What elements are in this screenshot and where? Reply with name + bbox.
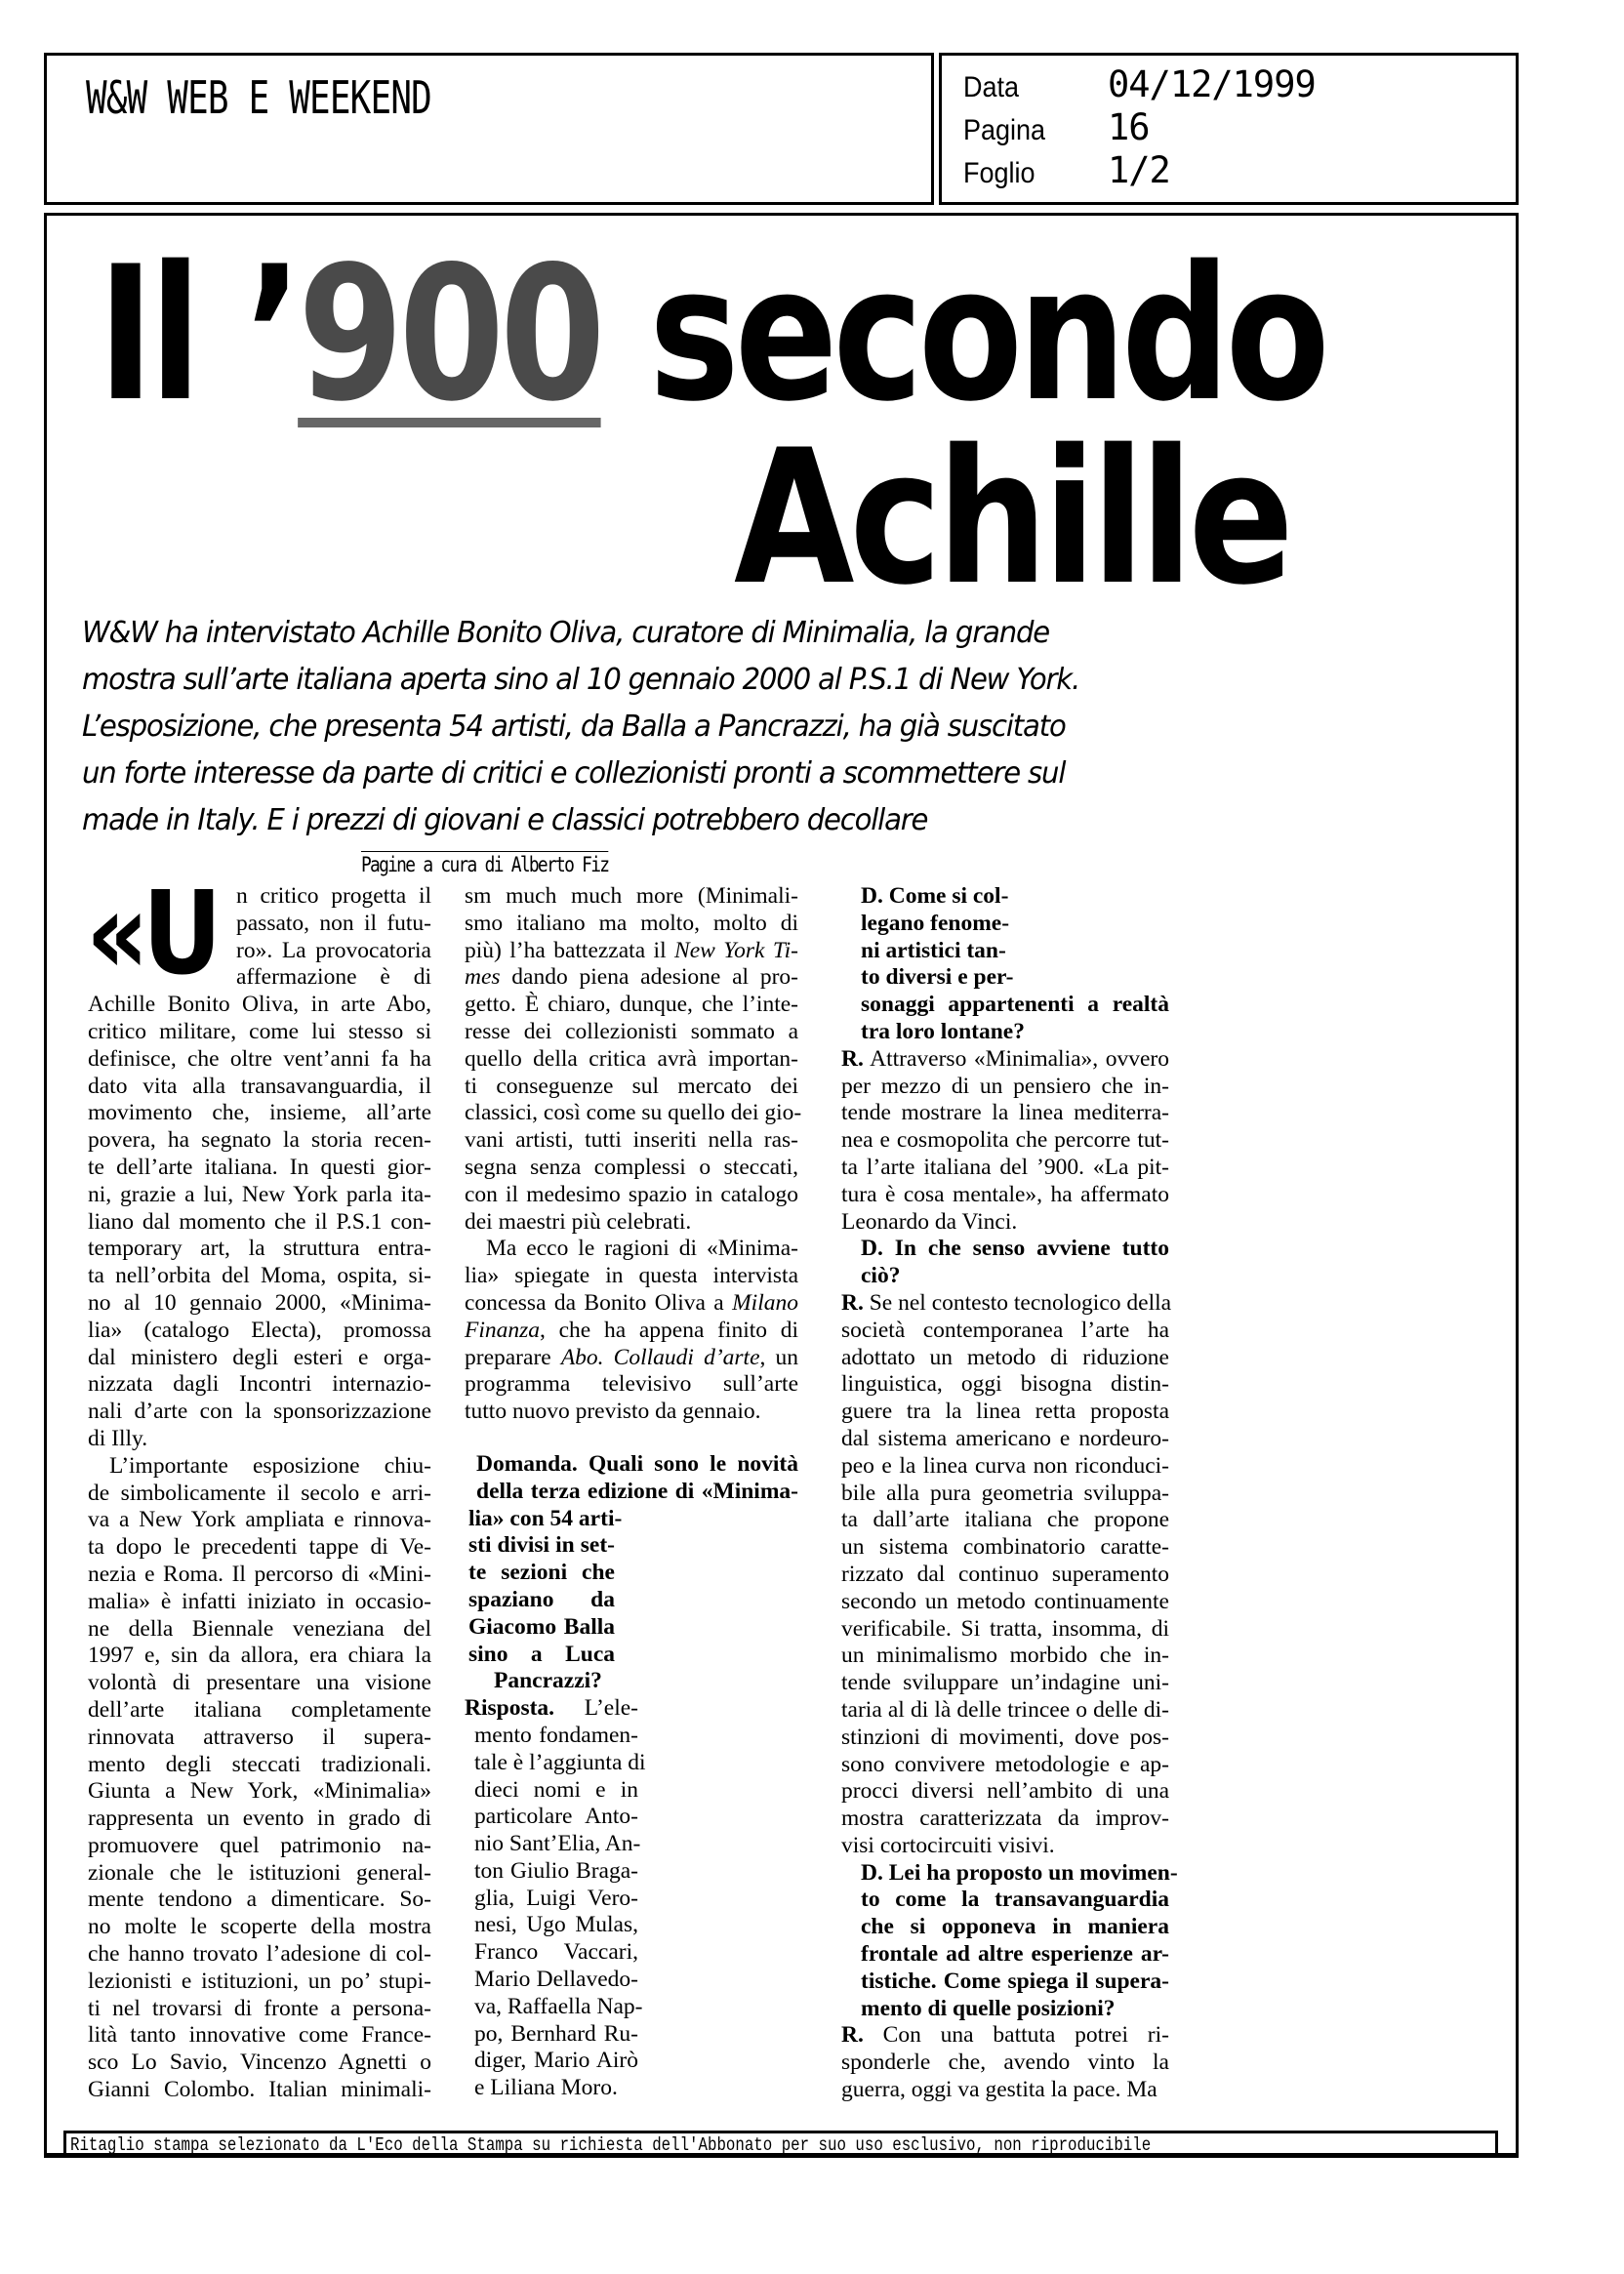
text-line: classici, così come su quello dei gio- [465,1100,802,1126]
text-line: più) l’ha battezzata il New York Ti- [465,937,798,963]
text-line: to diversi e per- [861,964,1014,991]
text-line: sti divisi in set- [468,1532,615,1559]
text-line: lia» (catalogo Electa), promossa [88,1317,431,1343]
text-line: rinnovata attraverso il supera- [88,1724,431,1750]
text-line: rizzato dal continuo superamento [841,1561,1169,1587]
text-line: volontà di presentare una visione [88,1670,431,1696]
text-line: nio Sant’Elia, An- [474,1831,641,1857]
text-line: promuovere quel patrimonio na- [88,1832,431,1858]
publication-box [44,53,934,205]
text-line: nizzata dagli Incontri internazio- [88,1371,431,1398]
text-line: di Illy. [88,1425,148,1451]
meta-row-date [963,63,1316,106]
text-line: lezionisti e istituzioni, un po’ stupi- [88,1968,431,1994]
text-line: R. Se nel contesto tecnologico della [841,1289,1172,1316]
text-line: nea e cosmopolita che percorre tut- [841,1127,1169,1154]
text-line: guerra, oggi va gestita la pace. Ma [841,2077,1157,2103]
text-line: Pancrazzi? [494,1668,602,1694]
text-line: procci diversi nell’ambito di una [841,1778,1169,1805]
text-line: dieci nomi e in [474,1776,638,1803]
article-column-1 [86,866,431,2104]
text-line: che hanno trovato l’adesione di col- [88,1941,431,1968]
text-line: programma televisivo sull’arte [465,1371,798,1398]
text-line: particolare Anto- [474,1804,638,1830]
text-line: ciò? [861,1263,901,1289]
text-line: società contemporanea l’arte ha [841,1317,1169,1343]
text-line: ne della Biennale veneziana del [88,1615,431,1642]
text-line: movimento che, insieme, all’arte [88,1100,431,1126]
text-line: getto. È chiaro, dunque, che l’inte- [465,992,798,1018]
headline-highlight: 900 [298,226,601,442]
text-line: e Liliana Moro. [474,2075,618,2101]
text-line: ni artistici tan- [861,937,1006,963]
text-line: tende mostrare la linea mediterra- [841,1100,1169,1126]
text-line: te sezioni che [468,1560,615,1586]
text-line: te dell’arte italiana. In questi gior- [88,1154,431,1180]
text-line: mento degli steccati tradizionali. [88,1751,431,1777]
clipping-notice: Ritaglio stampa selezionato da L'Eco della Stampa su richiesta dell'Abbonato per suo uso esclusivo, non riproducibile [70,2134,1152,2156]
meta-row-sheet [963,149,1170,192]
text-line: per mezzo di un pensiero che in- [841,1073,1169,1099]
text-line: tutto nuovo previsto da gennaio. [465,1399,761,1425]
text-line: taria al di là delle trincee o delle di- [841,1696,1169,1723]
drop-cap: «U [86,866,216,1000]
text-line: L’ele- [554,1695,638,1722]
text-line: un minimalismo morbido che in- [841,1643,1169,1669]
text-line: temporary art, la struttura entra- [88,1236,431,1262]
text-line: quello della critica avrà importan- [465,1045,798,1072]
deck-line: un forte interesse da parte di critici e collezionisti pronti a scommettere sul [82,756,1066,791]
text-line: Finanza, che ha appena finito di [465,1317,798,1343]
text-line: Giunta a New York, «Minimalia» [88,1778,431,1805]
meta-row-page [963,106,1150,149]
text-line: mento fondamen- [474,1722,638,1748]
text-line: sm much much more (Minimali- [465,883,798,909]
text-line: n critico progetta il [236,883,431,909]
text-line: mente tendono a dimenticare. So- [88,1887,431,1913]
text-line: tende sviluppare un’indagine uni- [841,1670,1169,1696]
text-line: sco Lo Savio, Vincenzo Agnetti o [88,2050,431,2076]
text-line: Gianni Colombo. Italian minimali- [88,2077,431,2103]
answer-label: Risposta. [465,1695,555,1722]
text-line: tistiche. Come spiega il supera- [861,1968,1169,1994]
headline-part: secondo [600,226,1325,442]
meta-value-sheet: 1/2 [1108,149,1170,191]
text-line: ni, grazie a lui, New York parla ita- [88,1181,431,1207]
text-line: Franco Vaccari, [474,1939,638,1966]
text-line: definisce, che oltre vent’anni fa ha [88,1045,431,1072]
deck-line: mostra sull’arte italiana aperta sino al 10 gennaio 2000 al P.S.1 di New York. [82,663,1080,697]
text-line: D. In che senso avviene tutto [861,1236,1169,1262]
text-line: dal ministero degli esteri e orga- [88,1344,431,1370]
text-line: lia» con 54 arti- [468,1505,623,1531]
article-column-3 [841,883,1178,2104]
text-line: diger, Mario Airò [474,2048,638,2074]
text-line: L’importante esposizione chiu- [109,1452,431,1479]
text-line: povera, ha segnato la storia recen- [88,1127,431,1154]
text-line: sponderle che, avendo vinto la [841,2050,1169,2076]
text-line: dei maestri più celebrati. [465,1208,692,1235]
text-line: va, Raffaella Nap- [474,1993,643,2019]
meta-value-date: 04/12/1999 [1108,63,1316,105]
text-line: un sistema combinatorio caratte- [841,1534,1169,1561]
text-line: con il medesimo spazio in catalogo [465,1181,798,1207]
text-line: Leonardo da Vinci. [841,1208,1018,1235]
text-line: dal sistema americano e nordeuro- [841,1425,1169,1451]
text-line: dato vita alla transavanguardia, il [88,1073,431,1099]
text-line: ta l’arte italiana del ’900. «La pit- [841,1154,1169,1180]
meta-label: Data [963,71,1020,103]
text-line: malia» è infatti iniziato in occasio- [88,1588,431,1614]
text-line: nezia e Roma. Il percorso di «Mini- [88,1561,431,1587]
text-line: ta dopo le precedenti tappe di Ve- [88,1534,431,1561]
text-line: R. Attraverso «Minimalia», ovvero [841,1045,1169,1072]
text-line: frontale ad altre esperienze ar- [861,1941,1169,1968]
text-line: mento di quelle posizioni? [861,1995,1116,2021]
text-line: legano fenome- [861,910,1010,936]
text-line: po, Bernhard Ru- [474,2020,638,2047]
byline: Pagine a cura di Alberto Fiz [361,853,609,876]
text-line: stinzioni di movimenti, dove pos- [841,1724,1169,1750]
text-line: spaziano da [468,1586,615,1612]
article-deck [82,610,1180,844]
text-line: Mario Dellavedo- [474,1967,638,1993]
text-line: D. Lei ha proposto un movimen- [861,1859,1178,1886]
text-line: tale è l’aggiunta di [474,1749,646,1775]
meta-label: Foglio [963,157,1035,189]
deck-line: W&W ha intervistato Achille Bonito Oliva, curatore di Minimalia, la grande [82,616,1050,650]
text-line: ta nell’orbita del Moma, ospita, si- [88,1263,431,1289]
text-line: visi cortocircuiti visivi. [841,1832,1055,1858]
text-line: dell’arte italiana completamente [88,1696,431,1723]
text-line: no al 10 gennaio 2000, «Minima- [88,1289,431,1316]
text-line: ta dall’arte italiana che propone [841,1507,1169,1533]
text-line: ti nel trovarsi di fronte a persona- [88,1995,431,2021]
text-line: rappresenta un evento in grado di [88,1806,431,1832]
text-line: della terza edizione di «Minima- [476,1478,798,1504]
text-line: segna senza complessi o steccati, [465,1154,798,1180]
text-line: tra loro lontane? [861,1018,1025,1044]
headline-part: Il ’ [98,226,299,442]
clipping-notice-box [63,2131,1498,2158]
text-line: passato, non il futu- [236,910,431,936]
text-line: no molte le scoperte della mostra [88,1914,431,1940]
text-line: va a New York ampliata e rinnova- [88,1507,431,1533]
answer-first-line [465,1695,638,1723]
text-line: secondo un metodo continuamente [841,1588,1169,1614]
text-line: adottato un metodo di riduzione [841,1344,1169,1370]
text-line: lità tanto innovative come France- [88,2022,431,2049]
text-line: ti conseguenze sul mercato dei [465,1073,798,1099]
text-line: Giacomo Balla [468,1613,615,1640]
meta-value-page: 16 [1108,106,1150,148]
meta-label: Pagina [963,114,1046,146]
text-line: de simbolicamente il secolo e arri- [88,1480,431,1506]
headline-line-2: Achille [734,410,1289,626]
text-line: mes dando piena adesione al pro- [465,964,798,991]
text-line: critico militare, come lui stesso si [88,1018,431,1044]
text-line: concessa da Bonito Oliva a Milano [465,1289,798,1316]
text-line: verificabile. Si tratta, insomma, di [841,1615,1169,1642]
text-line: 1997 e, sin da allora, era chiara la [88,1643,431,1669]
text-line: tura è cosa mentale», ha affermato [841,1181,1169,1207]
text-line: nesi, Ugo Mulas, [474,1912,638,1938]
deck-line: L’esposizione, che presenta 54 artisti, da Balla a Pancrazzi, ha già suscitato [82,710,1066,744]
text-line: sino a Luca [468,1641,615,1667]
publication-name: W&W WEB E WEEKEND [86,71,431,124]
text-line: resse dei collezionisti sommato a [465,1018,798,1044]
text-line: liano dal momento che il P.S.1 con- [88,1208,431,1235]
text-line: ro». La provocatoria [236,937,431,963]
text-line: ton Giulio Braga- [474,1857,638,1884]
text-line: che si opponeva in maniera [861,1914,1169,1940]
text-line: bile alla pura geometria sviluppa- [841,1480,1169,1506]
text-line: Achille Bonito Oliva, in arte Abo, [88,992,431,1018]
text-line: affermazione è di [236,964,431,991]
text-line: sonaggi appartenenti a realtà [861,992,1169,1018]
text-line: mostra caratterizzata da improv- [841,1806,1169,1832]
text-line: sono convivere metodologie e ap- [841,1751,1169,1777]
text-line: glia, Luigi Vero- [474,1885,638,1911]
clipping-metadata-box [939,53,1519,205]
text-line: to come la transavanguardia [861,1887,1169,1913]
text-line: lia» spiegate in questa intervista [465,1263,798,1289]
text-line: smo italiano ma molto, molto di [465,910,798,936]
text-line: nali d’arte con la sponsorizzazione [88,1399,431,1425]
text-line: zionale che le istituzioni general- [88,1859,431,1886]
text-line: preparare Abo. Collaudi d’arte, un [465,1344,798,1370]
text-line: Ma ecco le ragioni di «Minima- [486,1236,798,1262]
text-line: D. Come si col- [861,883,1009,909]
text-line: vani artisti, tutti inseriti nella ras- [465,1127,798,1154]
text-line: R. Con una battuta potrei ri- [841,2022,1169,2049]
deck-line: made in Italy. E i prezzi di giovani e classici potrebbero decollare [82,803,928,837]
article-column-2 [465,883,802,2102]
text-line: linguistica, oggi bisogna distin- [841,1371,1169,1398]
text-line: Domanda. Quali sono le novità [476,1450,798,1477]
text-line: guere tra la linea retta proposta [841,1399,1169,1425]
text-line: peo e la linea curva non riconduci- [841,1452,1169,1479]
